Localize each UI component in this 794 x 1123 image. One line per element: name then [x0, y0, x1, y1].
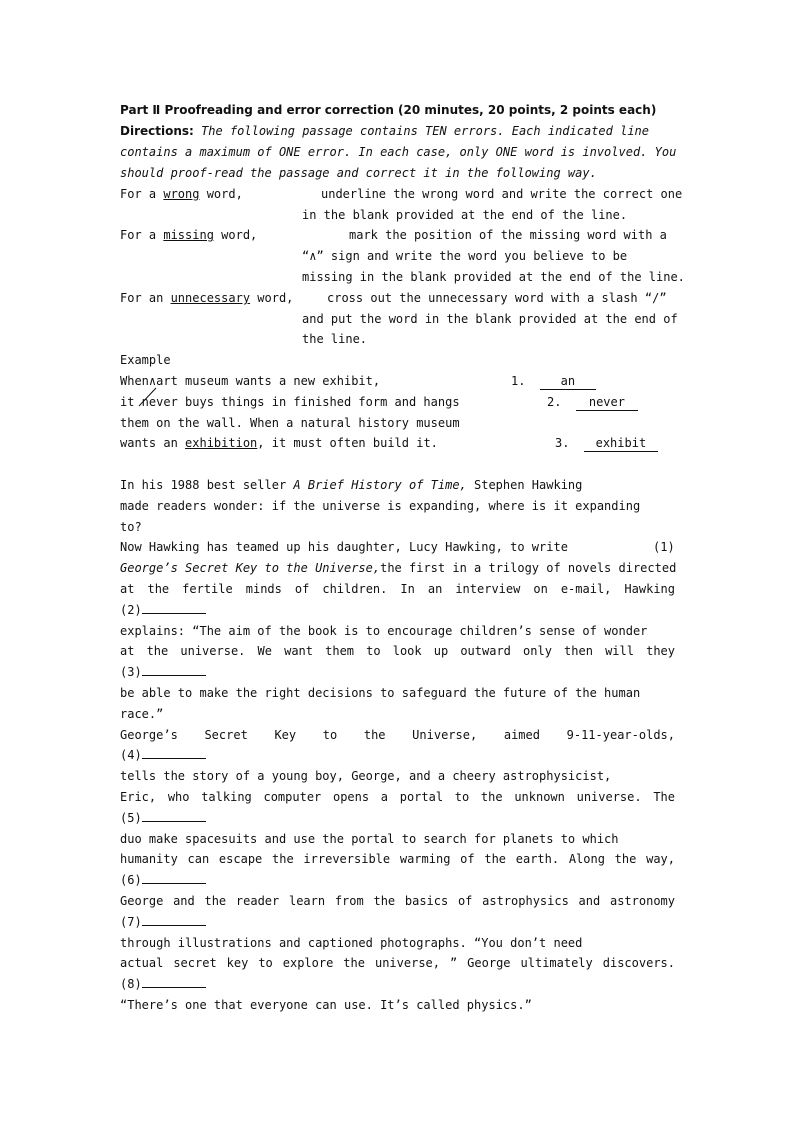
rule-missing-desc-1: mark the position of the missing word with a — [349, 228, 667, 242]
passage-line-19: “There’s one that everyone can use. It’s called physics.” — [120, 998, 532, 1012]
example-answer-3: 3. exhibit — [555, 435, 658, 452]
answer-blank-7[interactable]: (7) — [120, 914, 206, 930]
example-line-2: it never buys things in finished form and hangs — [120, 395, 460, 409]
example-line-1: When∧art museum wants a new exhibit, — [120, 374, 381, 388]
directions-line-2: contains a maximum of ONE error. In each case, only ONE word is involved. You — [120, 145, 677, 159]
rule-unnecessary-desc-3: the line. — [302, 332, 368, 346]
line-number-1: (1) — [653, 540, 675, 554]
answer-blank-3[interactable]: (3) — [120, 664, 206, 680]
example-line-3: them on the wall. When a natural history museum — [120, 416, 460, 430]
passage-line-14: duo make spacesuits and use the portal to search for planets to which — [120, 832, 619, 846]
rule-unnecessary-label: For an unnecessary word, — [120, 291, 294, 305]
rule-missing-desc-3: missing in the blank provided at the end of the line. — [302, 270, 685, 284]
passage-line-15: humanity can escape the irreversible warming of the earth. Along the way, — [120, 852, 675, 866]
example-answer-1: 1. an — [511, 373, 596, 390]
passage-line-10: race.” — [120, 707, 164, 721]
answer-blank-8[interactable]: (8) — [120, 976, 206, 992]
passage-line-5: George’s Secret Key to the Universe, the first in a trilogy of novels directed — [120, 561, 677, 575]
example-label: Example — [120, 353, 171, 367]
directions-line-1 — [120, 123, 675, 139]
passage-line-1: In his 1988 best seller A Brief History of Time, Stephen Hawking — [120, 478, 583, 492]
passage-line-3: to? — [120, 520, 142, 534]
passage-line-4: Now Hawking has teamed up his daughter, Lucy Hawking, to write — [120, 540, 568, 554]
answer-blank-2[interactable]: (2) — [120, 602, 206, 618]
passage-line-7: explains: “The aim of the book is to encourage children’s sense of wonder — [120, 624, 648, 638]
rule-unnecessary-desc-2: and put the word in the blank provided at the end of — [302, 312, 678, 326]
directions-text-1: The following passage contains TEN errors. Each indicated line — [201, 124, 649, 138]
rule-wrong-desc-1: underline the wrong word and write the correct one — [321, 187, 683, 201]
passage-line-6: at the fertile minds of children. In an interview on e-mail, Hawking — [120, 582, 675, 596]
rule-wrong-desc-2: in the blank provided at the end of the line. — [302, 208, 628, 222]
passage-line-18: actual secret key to explore the universe, ” George ultimately discovers. — [120, 956, 675, 970]
answer-blank-5[interactable]: (5) — [120, 810, 206, 826]
passage-line-11: George’s Secret Key to the Universe, aimed 9-11-year-olds, — [120, 728, 675, 742]
passage-line-16: George and the reader learn from the basics of astrophysics and astronomy — [120, 894, 675, 908]
directions-label: Directions: — [120, 124, 194, 138]
rule-missing-label: For a missing word, — [120, 228, 258, 242]
rule-wrong-label: For a wrong word, — [120, 187, 243, 201]
example-line-4: wants an exhibition, it must often build it. — [120, 436, 438, 450]
passage-line-12: tells the story of a young boy, George, and a cheery astrophysicist, — [120, 769, 612, 783]
passage-line-8: at the universe. We want them to look up outward only then will they — [120, 644, 675, 658]
passage-line-2: made readers wonder: if the universe is expanding, where is it expanding — [120, 499, 641, 513]
answer-blank-4[interactable]: (4) — [120, 747, 206, 763]
example-answer-2: 2. never — [547, 394, 638, 411]
rule-unnecessary-desc-1: cross out the unnecessary word with a slash “/” — [327, 291, 667, 305]
passage-line-13: Eric, who talking computer opens a portal to the unknown universe. The — [120, 790, 675, 804]
answer-blank-6[interactable]: (6) — [120, 872, 206, 888]
passage-line-17: through illustrations and captioned photographs. “You don’t need — [120, 936, 583, 950]
rule-missing-desc-2: “∧” sign and write the word you believe to be — [302, 249, 628, 263]
passage-line-9: be able to make the right decisions to safeguard the future of the human — [120, 686, 641, 700]
section-title: Part Ⅱ Proofreading and error correction (20 minutes, 20 points, 2 points each) — [120, 103, 657, 117]
directions-line-3: should proof-read the passage and correct it in the following way. — [120, 166, 597, 180]
